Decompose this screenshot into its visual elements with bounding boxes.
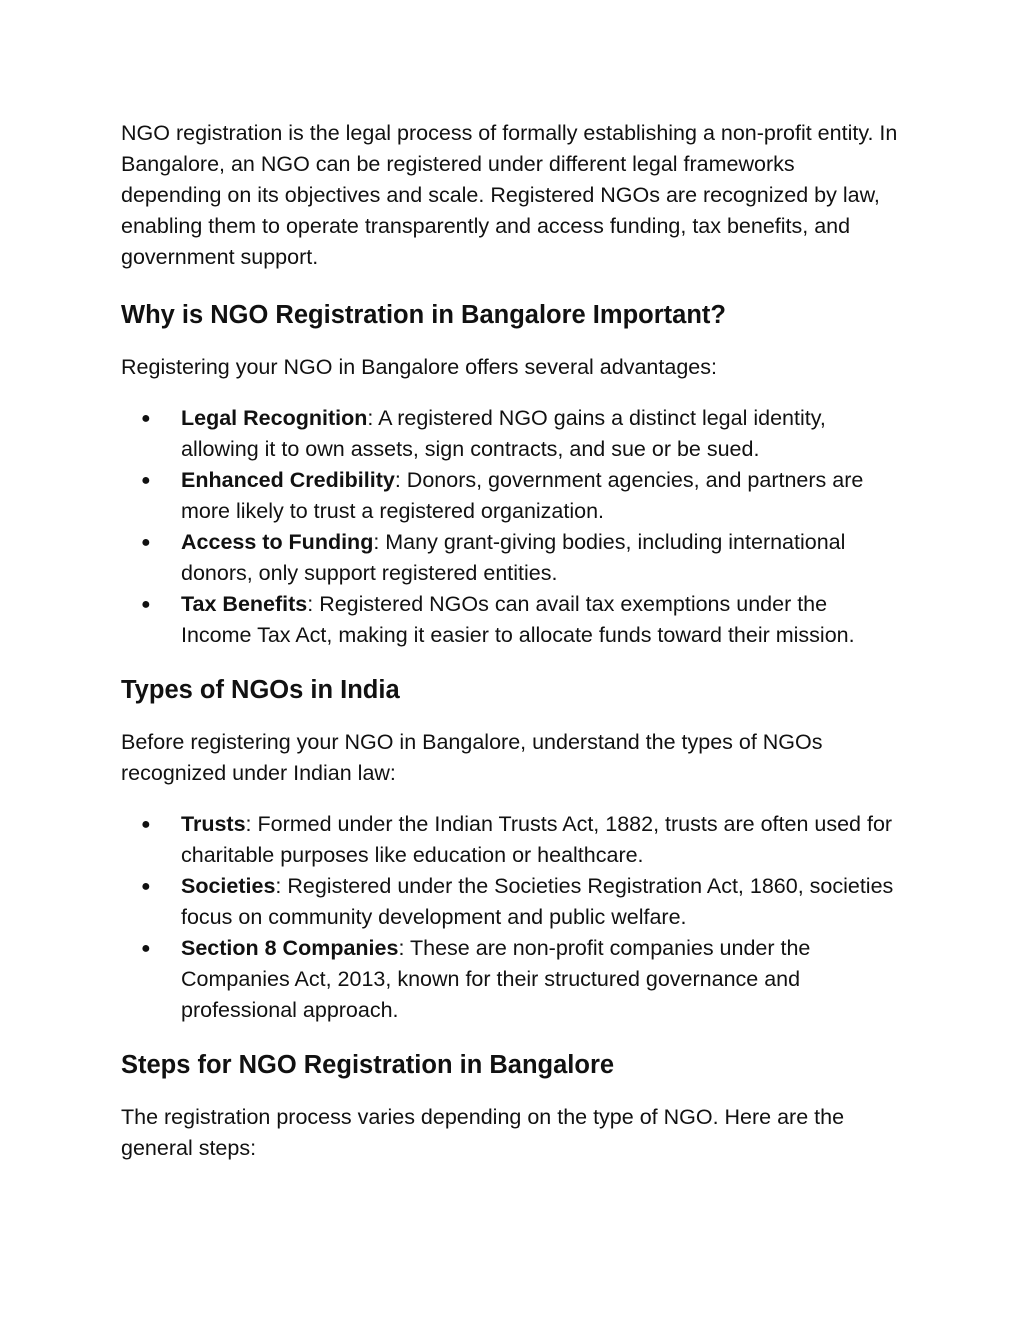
intro-paragraph: NGO registration is the legal process of formally establishing a non-profit entity. In Bangalore, an NGO can be registered under different legal frameworks depending on its objectives and scale. Registered NGOs are recognized by law, enabling them to operate transparently and access funding, tax benefits, and government support. xyxy=(121,121,898,269)
list-item-term: Legal Recognition xyxy=(181,406,368,430)
bullet-icon: ● xyxy=(141,472,151,489)
advantages-list xyxy=(121,403,901,651)
bullet-icon: ● xyxy=(141,596,151,613)
section-heading-types: Types of NGOs in India xyxy=(121,676,400,704)
list-item-term: Societies xyxy=(181,874,276,898)
bullet-icon: ● xyxy=(141,816,151,833)
list-item-text: : Many grant-giving bodies, including international donors, only support registered entities. xyxy=(181,530,846,585)
section-lead-types: Before registering your NGO in Bangalore, understand the types of NGOs recognized under Indian law: xyxy=(121,730,823,785)
list-item-text: : Registered under the Societies Registration Act, 1860, societies focus on community development and public welfare. xyxy=(181,874,894,929)
section-lead-steps: The registration process varies depending on the type of NGO. Here are the general steps: xyxy=(121,1105,845,1160)
list-item xyxy=(121,809,901,871)
list-item-text: : These are non-profit companies under the Companies Act, 2013, known for their structured governance and professional approach. xyxy=(181,936,811,1022)
list-item-text: : Registered NGOs can avail tax exemptions under the Income Tax Act, making it easier to allocate funds toward their mission. xyxy=(181,592,855,647)
section-heading-importance: Why is NGO Registration in Bangalore Important? xyxy=(121,301,726,329)
bullet-icon: ● xyxy=(141,940,151,957)
section-lead-importance: Registering your NGO in Bangalore offers several advantages: xyxy=(121,355,717,379)
list-item-text: : Formed under the Indian Trusts Act, 1882, trusts are often used for charitable purposes like education or healthcare. xyxy=(181,812,893,867)
bullet-icon: ● xyxy=(141,878,151,895)
list-item-term: Access to Funding xyxy=(181,530,374,554)
list-item-text: : Donors, government agencies, and partners are more likely to trust a registered organization. xyxy=(181,468,864,523)
list-item xyxy=(121,527,901,589)
bullet-icon: ● xyxy=(141,410,151,427)
ngo-types-list xyxy=(121,809,901,1026)
list-item-text: : A registered NGO gains a distinct legal identity, allowing it to own assets, sign contracts, and sue or be sued. xyxy=(181,406,826,461)
list-item xyxy=(121,871,901,933)
document-page xyxy=(121,118,901,1164)
list-item xyxy=(121,465,901,527)
list-item-term: Trusts xyxy=(181,812,246,836)
list-item-term: Enhanced Credibility xyxy=(181,468,395,492)
list-item-term: Tax Benefits xyxy=(181,592,308,616)
list-item-term: Section 8 Companies xyxy=(181,936,399,960)
list-item xyxy=(121,933,901,1026)
section-heading-steps: Steps for NGO Registration in Bangalore xyxy=(121,1051,615,1079)
bullet-icon: ● xyxy=(141,534,151,551)
list-item xyxy=(121,589,901,651)
list-item xyxy=(121,403,901,465)
